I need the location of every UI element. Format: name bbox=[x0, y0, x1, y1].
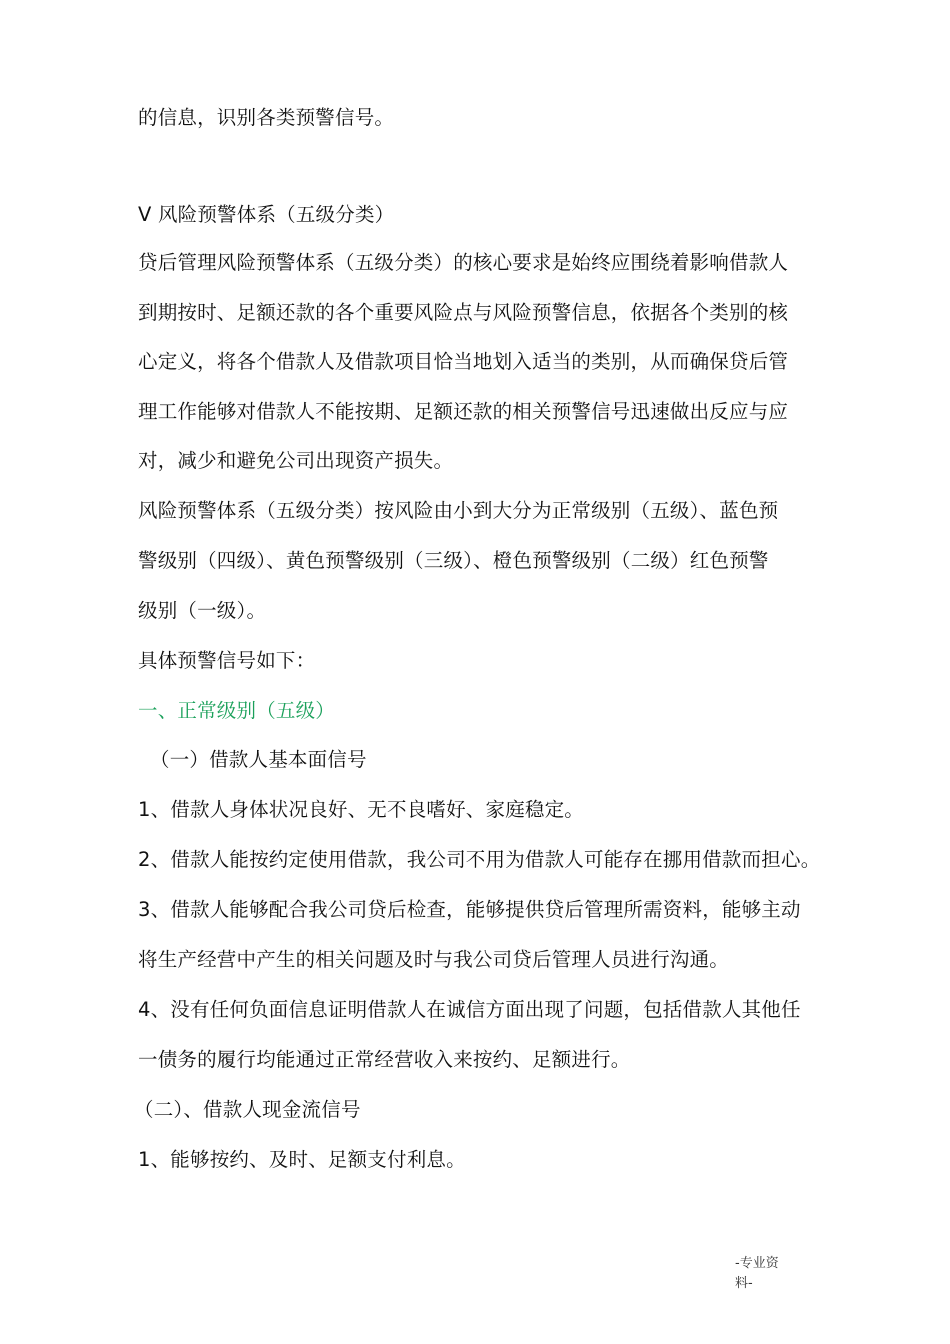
text-line: 将生产经营中产生的相关问题及时与我公司贷后管理人员进行沟通。 bbox=[138, 948, 730, 971]
text-line: 的信息，识别各类预警信号。 bbox=[138, 106, 395, 129]
list-item: 1、借款人身体状况良好、无不良嗜好、家庭稳定。 bbox=[138, 798, 585, 821]
subsection-heading: （二）、借款人现金流信号 bbox=[134, 1098, 361, 1121]
footer-line: 料- bbox=[735, 1276, 753, 1291]
list-item: 3、借款人能够配合我公司贷后检查，能够提供贷后管理所需资料，能够主动 bbox=[138, 898, 801, 921]
level-heading: 一、正常级别（五级） bbox=[138, 699, 336, 722]
text-line: 心定义，将各个借款人及借款项目恰当地划入适当的类别，从而确保贷后管 bbox=[138, 350, 789, 373]
text-line: 一债务的履行均能通过正常经营收入来按约、足额进行。 bbox=[138, 1048, 631, 1071]
text-line: 级别（一级）。 bbox=[138, 599, 267, 622]
text-line: 风险预警体系（五级分类）按风险由小到大分为正常级别（五级）、蓝色预 bbox=[138, 499, 779, 522]
section-heading: V 风险预警体系（五级分类） bbox=[138, 203, 395, 226]
text-line: 贷后管理风险预警体系（五级分类）的核心要求是始终应围绕着影响借款人 bbox=[138, 251, 789, 274]
text-line: 警级别（四级）、黄色预警级别（三级）、橙色预警级别（二级）红色预警 bbox=[138, 549, 769, 572]
subsection-heading: （一）借款人基本面信号 bbox=[150, 748, 367, 771]
list-item: 2、借款人能按约定使用借款，我公司不用为借款人可能存在挪用借款而担心。 bbox=[138, 848, 821, 871]
text-line: 对，减少和避免公司出现资产损失。 bbox=[138, 449, 454, 472]
list-item: 4、没有任何负面信息证明借款人在诚信方面出现了问题，包括借款人其他任 bbox=[138, 998, 801, 1021]
text-line: 理工作能够对借款人不能按期、足额还款的相关预警信号迅速做出反应与应 bbox=[138, 400, 789, 423]
footer-line: -专业资 bbox=[735, 1256, 779, 1271]
text-line: 到期按时、足额还款的各个重要风险点与风险预警信息，依据各个类别的核 bbox=[138, 301, 789, 324]
text-line: 具体预警信号如下： bbox=[138, 649, 316, 672]
list-item: 1、能够按约、及时、足额支付利息。 bbox=[138, 1148, 466, 1171]
page-footer bbox=[735, 1254, 779, 1294]
